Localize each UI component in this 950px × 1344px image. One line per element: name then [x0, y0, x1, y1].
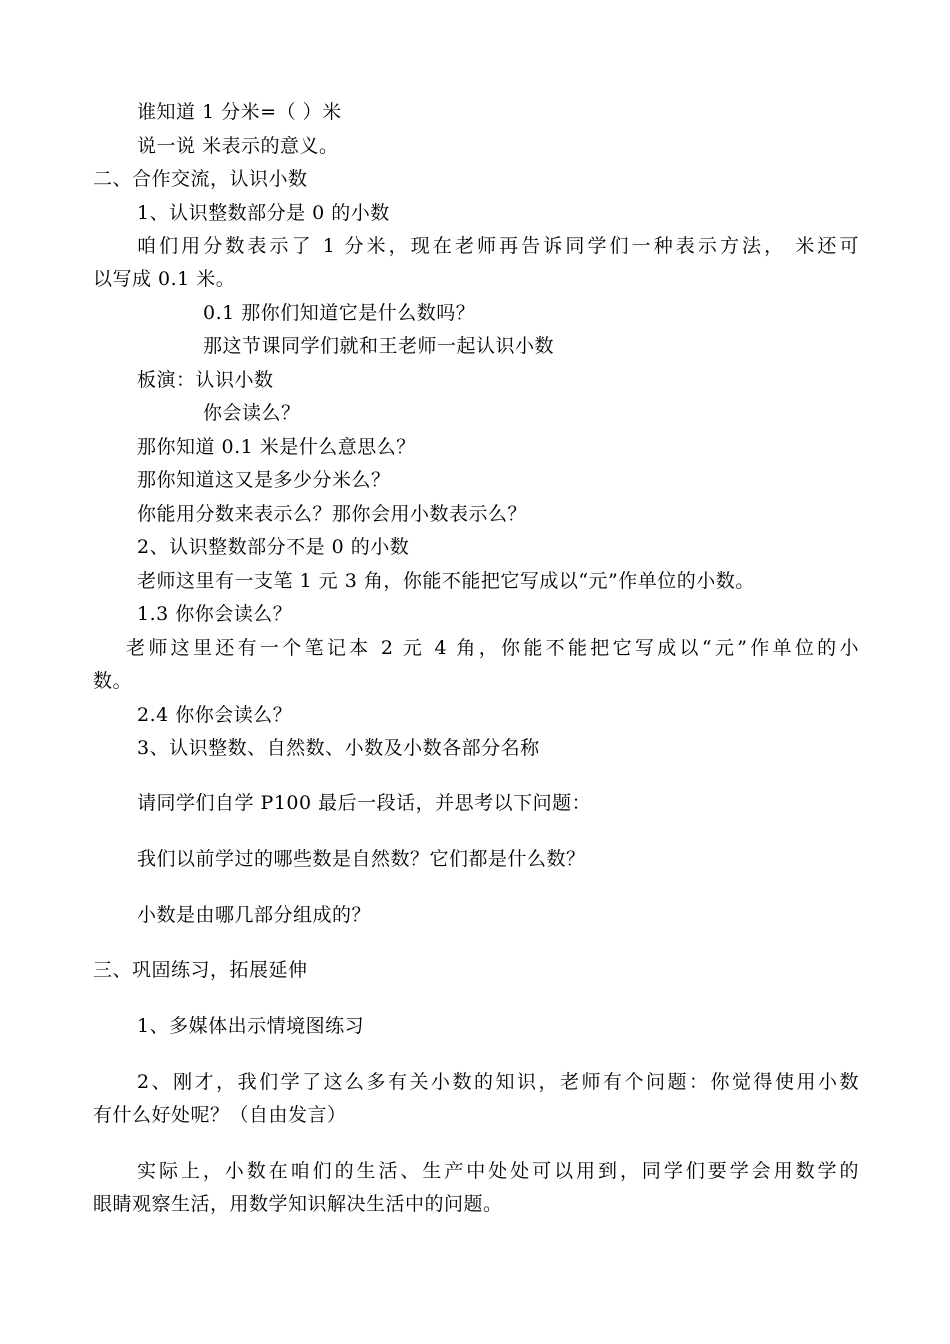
text-line: 板演：认识小数 — [137, 369, 274, 391]
text-line: 数。 — [93, 670, 133, 692]
text-line: 说一说 米表示的意义。 — [137, 135, 339, 157]
text-line: 2.4 你你会读么？ — [137, 704, 293, 726]
text-line: 有什么好处呢？（自由发言） — [93, 1104, 347, 1126]
text-line: 请同学们自学 P100 最后一段话，并思考以下问题： — [137, 792, 592, 814]
section-heading: 三、巩固练习，拓展延伸 — [93, 959, 308, 981]
text-line: 小数是由哪几部分组成的？ — [137, 904, 372, 926]
text-line: 老师这里有一支笔 1 元 3 角，你能不能把它写成以“元”作单位的小数。 — [137, 570, 755, 592]
subsection-heading: 3、认识整数、自然数、小数及小数各部分名称 — [137, 737, 540, 759]
text-line: 以写成 0.1 米。 — [93, 268, 236, 290]
text-line: 你能用分数来表示么？那你会用小数表示么？ — [137, 503, 528, 525]
text-line: 谁知道 1 分米=（ ）米 — [137, 101, 342, 123]
text-line: 实际上，小数在咱们的生活、生产中处处可以用到，同学们要学会用数学的 — [137, 1160, 859, 1182]
text-line: 1.3 你你会读么？ — [137, 603, 293, 625]
text-line: 1、多媒体出示情境图练习 — [137, 1015, 365, 1037]
text-line: 0.1 那你们知道它是什么数吗？ — [203, 302, 476, 324]
section-heading: 二、合作交流，认识小数 — [93, 168, 308, 190]
subsection-heading: 1、认识整数部分是 0 的小数 — [137, 202, 390, 224]
text-line: 2、刚才，我们学了这么多有关小数的知识，老师有个问题：你觉得使用小数 — [137, 1071, 859, 1093]
text-line: 你会读么？ — [203, 402, 301, 424]
subsection-heading: 2、认识整数部分不是 0 的小数 — [137, 536, 410, 558]
text-line: 我们以前学过的哪些数是自然数？它们都是什么数？ — [137, 848, 586, 870]
text-line: 咱们用分数表示了 1 分米，现在老师再告诉同学们一种表示方法， 米还可 — [137, 235, 859, 257]
text-line: 那你知道 0.1 米是什么意思么？ — [137, 436, 416, 458]
text-line: 眼睛观察生活，用数学知识解决生活中的问题。 — [93, 1193, 503, 1215]
text-line: 老师这里还有一个笔记本 2 元 4 角，你能不能把它写成以“元”作单位的小 — [126, 637, 859, 659]
text-line: 那这节课同学们就和王老师一起认识小数 — [203, 335, 555, 357]
text-line: 那你知道这又是多少分米么？ — [137, 469, 391, 491]
